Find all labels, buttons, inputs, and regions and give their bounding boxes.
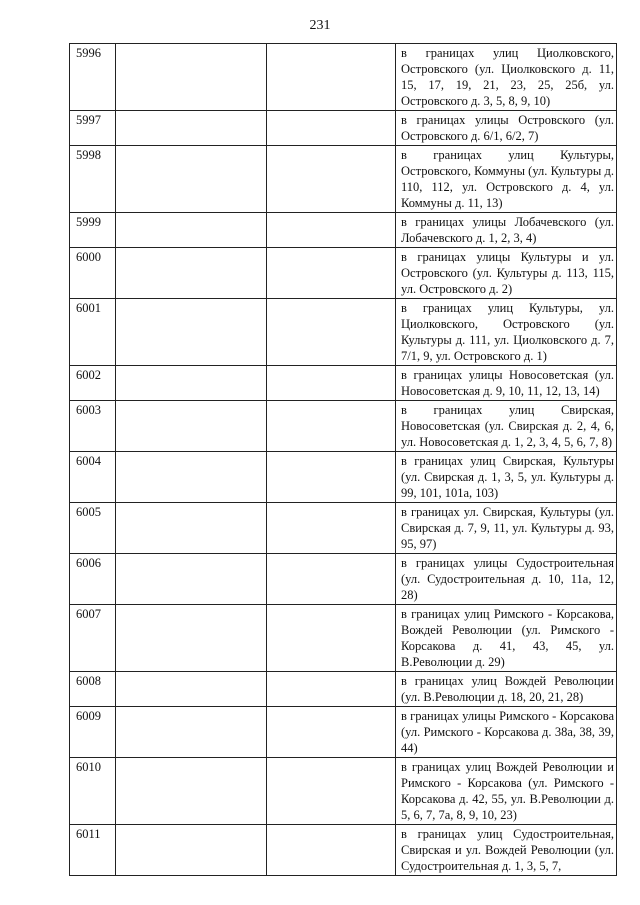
address-table xyxy=(69,43,617,876)
empty-cell xyxy=(267,758,396,825)
empty-cell xyxy=(267,111,396,146)
row-number: 6011 xyxy=(70,825,116,876)
empty-cell xyxy=(116,401,267,452)
row-number: 6006 xyxy=(70,554,116,605)
empty-cell xyxy=(267,146,396,213)
row-number: 6001 xyxy=(70,299,116,366)
empty-cell xyxy=(116,503,267,554)
row-number: 6000 xyxy=(70,248,116,299)
empty-cell xyxy=(267,248,396,299)
table-row xyxy=(70,213,617,248)
table-row xyxy=(70,758,617,825)
boundary-description: в границах улицы Римского - Корсакова (ул. Римского - Корсакова д. 38а, 38, 39, 44) xyxy=(396,707,617,758)
table-row xyxy=(70,554,617,605)
empty-cell xyxy=(116,146,267,213)
empty-cell xyxy=(267,366,396,401)
empty-cell xyxy=(267,452,396,503)
table-row xyxy=(70,672,617,707)
row-number: 5997 xyxy=(70,111,116,146)
empty-cell xyxy=(116,44,267,111)
empty-cell xyxy=(267,554,396,605)
row-number: 6008 xyxy=(70,672,116,707)
empty-cell xyxy=(267,605,396,672)
boundary-description: в границах улиц Судостроительная, Свирская и ул. Вождей Революции (ул. Судостроительная д. 1, 3, 5, 7, xyxy=(396,825,617,876)
row-number: 6004 xyxy=(70,452,116,503)
boundary-description: в границах улицы Островского (ул. Островского д. 6/1, 6/2, 7) xyxy=(396,111,617,146)
empty-cell xyxy=(267,825,396,876)
table-row xyxy=(70,605,617,672)
table-row xyxy=(70,248,617,299)
boundary-description: в границах улиц Культуры, Островского, Коммуны (ул. Культуры д. 110, 112, ул. Островского д. 4, ул. Коммуны д. 11, 13) xyxy=(396,146,617,213)
boundary-description: в границах улицы Лобачевского (ул. Лобачевского д. 1, 2, 3, 4) xyxy=(396,213,617,248)
row-number: 5996 xyxy=(70,44,116,111)
table-row xyxy=(70,44,617,111)
row-number: 6002 xyxy=(70,366,116,401)
row-number: 5998 xyxy=(70,146,116,213)
empty-cell xyxy=(267,299,396,366)
boundary-description: в границах улицы Культуры и ул. Островского (ул. Культуры д. 113, 115, ул. Островского д. 2) xyxy=(396,248,617,299)
empty-cell xyxy=(116,111,267,146)
row-number: 6010 xyxy=(70,758,116,825)
table-row xyxy=(70,366,617,401)
boundary-description: в границах ул. Свирская, Культуры (ул. Свирская д. 7, 9, 11, ул. Культуры д. 93, 95, 97) xyxy=(396,503,617,554)
boundary-description: в границах улицы Судостроительная (ул. Судостроительная д. 10, 11а, 12, 28) xyxy=(396,554,617,605)
empty-cell xyxy=(116,299,267,366)
empty-cell xyxy=(267,213,396,248)
empty-cell xyxy=(267,707,396,758)
table-row xyxy=(70,707,617,758)
row-number: 6009 xyxy=(70,707,116,758)
empty-cell xyxy=(116,554,267,605)
table-row xyxy=(70,825,617,876)
table-row xyxy=(70,146,617,213)
table-row xyxy=(70,401,617,452)
row-number: 6003 xyxy=(70,401,116,452)
empty-cell xyxy=(267,503,396,554)
empty-cell xyxy=(116,248,267,299)
empty-cell xyxy=(116,366,267,401)
table-row xyxy=(70,111,617,146)
boundary-description: в границах улиц Свирская, Новосоветская (ул. Свирская д. 2, 4, 6, ул. Новосоветская д. 1, 2, 3, 4, 5, 6, 7, 8) xyxy=(396,401,617,452)
boundary-description: в границах улиц Вождей Революции и Римского - Корсакова (ул. Римского - Корсакова д. 42, 55, ул. В.Революции д. 5, 6, 7, 7а, 8, 9, 10, 23) xyxy=(396,758,617,825)
empty-cell xyxy=(267,401,396,452)
table-row xyxy=(70,299,617,366)
boundary-description: в границах улиц Культуры, ул. Циолковского, Островского (ул. Культуры д. 111, ул. Циолковского д. 7, 7/1, 9, ул. Островского д. 1) xyxy=(396,299,617,366)
empty-cell xyxy=(267,672,396,707)
table-row xyxy=(70,452,617,503)
empty-cell xyxy=(267,44,396,111)
empty-cell xyxy=(116,707,267,758)
empty-cell xyxy=(116,758,267,825)
boundary-description: в границах улиц Римского - Корсакова, Вождей Революции (ул. Римского - Корсакова д. 41, 43, 45, ул. В.Революции д. 29) xyxy=(396,605,617,672)
boundary-description: в границах улиц Свирская, Культуры (ул. Свирская д. 1, 3, 5, ул. Культуры д. 99, 101, 101а, 103) xyxy=(396,452,617,503)
row-number: 6007 xyxy=(70,605,116,672)
page-number: 231 xyxy=(309,18,331,33)
boundary-description: в границах улиц Вождей Революции (ул. В.Революции д. 18, 20, 21, 28) xyxy=(396,672,617,707)
empty-cell xyxy=(116,605,267,672)
empty-cell xyxy=(116,452,267,503)
row-number: 6005 xyxy=(70,503,116,554)
empty-cell xyxy=(116,825,267,876)
boundary-description: в границах улиц Циолковского, Островского (ул. Циолковского д. 11, 15, 17, 19, 21, 23, 25, 25б, ул. Островского д. 3, 5, 8, 9, 10) xyxy=(396,44,617,111)
boundary-description: в границах улицы Новосоветская (ул. Новосоветская д. 9, 10, 11, 12, 13, 14) xyxy=(396,366,617,401)
empty-cell xyxy=(116,672,267,707)
row-number: 5999 xyxy=(70,213,116,248)
table-row xyxy=(70,503,617,554)
empty-cell xyxy=(116,213,267,248)
